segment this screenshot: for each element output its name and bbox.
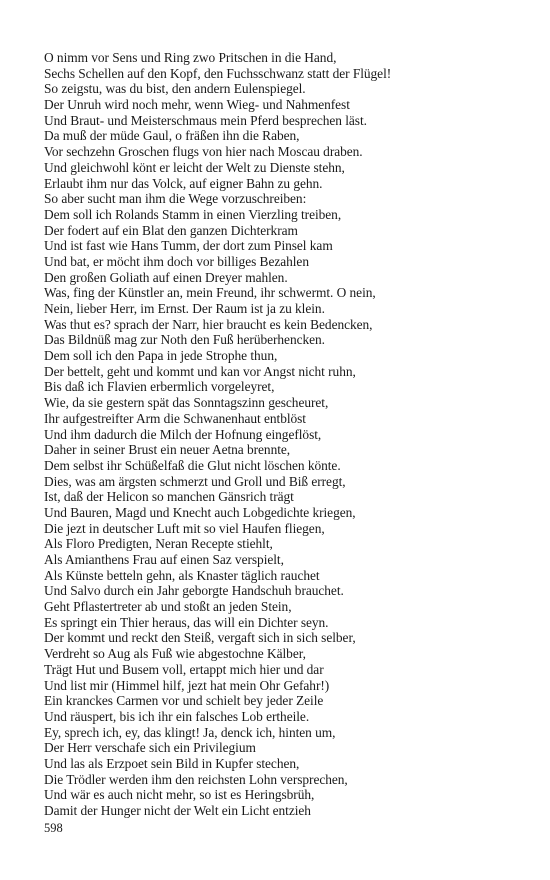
poem-line: Ey, sprech ich, ey, das klingt! Ja, denck ich, hinten um, [44, 724, 336, 740]
poem-line: Das Bildnüß mag zur Noth den Fuß herüberhencken. [44, 332, 325, 348]
poem-line: Dem soll ich Rolands Stamm in einen Vierzling treiben, [44, 206, 342, 222]
poem-line: Und las als Erzpoet sein Bild in Kupfer stechen, [44, 755, 300, 771]
poem-line: Verdreht so Aug als Fuß wie abgestochne Kälber, [44, 646, 306, 662]
poem-line: Dies, was am ärgsten schmerzt und Groll und Biß erregt, [44, 473, 346, 489]
poem-line: Der Herr verschafe sich ein Privilegium [44, 740, 256, 756]
poem-line: Den großen Goliath auf einen Dreyer mahlen. [44, 269, 288, 285]
poem-line: Trägt Hut und Busem voll, ertappt mich hier und dar [44, 661, 324, 677]
poem-line: Und wär es auch nicht mehr, so ist es Heringsbrüh, [44, 787, 315, 803]
poem-line: Was, fing der Künstler an, mein Freund, ihr schwermt. O nein, [44, 285, 376, 301]
poem-line: Ihr aufgestreifter Arm die Schwanenhaut entblöst [44, 410, 306, 426]
poem-line: Dem soll ich den Papa in jede Strophe thun, [44, 348, 278, 364]
poem-line: Geht Pflastertreter ab und stoßt an jeden Stein, [44, 599, 292, 615]
poem-line: So aber sucht man ihm die Wege vorzuschreiben: [44, 191, 307, 207]
poem-text [44, 50, 534, 819]
poem-line: Und Braut- und Meisterschmaus mein Pferd besprechen läst. [44, 112, 367, 128]
poem-line: Und räuspert, bis ich ihr ein falsches Lob ertheile. [44, 708, 310, 724]
poem-line: Als Floro Predigten, Neran Recepte stiehlt, [44, 536, 273, 552]
poem-line: Daher in seiner Brust ein neuer Aetna brennte, [44, 442, 291, 458]
poem-line: O nimm vor Sens und Ring zwo Pritschen in die Hand, [44, 50, 337, 65]
poem-line: Erlaubt ihm nur das Volck, auf eigner Bahn zu gehn. [44, 175, 323, 191]
poem-line: Was thut es? sprach der Narr, hier braucht es kein Bedencken, [44, 316, 373, 332]
poem-line: Vor sechzehn Groschen flugs von hier nach Moscau draben. [44, 144, 363, 160]
poem-line: Wie, da sie gestern spät das Sonntagszinn gescheuret, [44, 395, 329, 411]
poem-line: Es springt ein Thier heraus, das will ein Dichter seyn. [44, 614, 329, 630]
poem-line: Und ist fast wie Hans Tumm, der dort zum Pinsel kam [44, 238, 333, 254]
poem-line: So zeigstu, was du bist, den andern Eulenspiegel. [44, 81, 306, 97]
poem-line: Der kommt und reckt den Steiß, vergaft sich in sich selber, [44, 630, 356, 646]
poem-line: Dem selbst ihr Schüßelfaß die Glut nicht löschen könte. [44, 457, 341, 473]
page-number: 598 [44, 821, 63, 835]
poem-line: Der fodert auf ein Blat den ganzen Dichterkram [44, 222, 298, 238]
poem-line: Der bettelt, geht und kommt und kan vor Angst nicht ruhn, [44, 363, 356, 379]
poem-line: Ist, daß der Helicon so manchen Gänsrich trägt [44, 489, 294, 505]
poem-line: Bis daß ich Flavien erbermlich vorgeleyret, [44, 379, 275, 395]
poem-line: Und gleichwohl könt er leicht der Welt zu Dienste stehn, [44, 159, 345, 175]
poem-line: Und Bauren, Magd und Knecht auch Lobgedichte kriegen, [44, 504, 356, 520]
poem-line: Damit der Hunger nicht der Welt ein Licht entzieh [44, 803, 311, 818]
poem-line: Und ihm dadurch die Milch der Hofnung eingeflöst, [44, 426, 322, 442]
poem-line: Und bat, er möcht ihm doch vor billiges Bezahlen [44, 253, 309, 269]
poem-line: Die Trödler werden ihm den reichsten Lohn versprechen, [44, 771, 348, 787]
poem-line: Die jezt in deutscher Luft mit so viel Haufen fliegen, [44, 520, 325, 536]
poem-line: Als Künste betteln gehn, als Knaster täglich rauchet [44, 567, 320, 583]
poem-line: Als Amianthens Frau auf einen Saz verspielt, [44, 552, 284, 567]
poem-line: Nein, lieber Herr, im Ernst. Der Raum ist ja zu klein. [44, 301, 325, 316]
poem-line: Der Unruh wird noch mehr, wenn Wieg- und Nahmenfest [44, 97, 350, 113]
poem-line: Und Salvo durch ein Jahr geborgte Handschuh brauchet. [44, 583, 344, 599]
poem-line: Und list mir (Himmel hilf, jezt hat mein Ohr Gefahr!) [44, 677, 330, 693]
poem-line: Ein kranckes Carmen vor und schielt bey jeder Zeile [44, 693, 324, 709]
poem-line: Sechs Schellen auf den Kopf, den Fuchsschwanz statt der Flügel! [44, 65, 392, 81]
poem-line: Da muß der müde Gaul, o fräßen ihn die Raben, [44, 128, 300, 144]
